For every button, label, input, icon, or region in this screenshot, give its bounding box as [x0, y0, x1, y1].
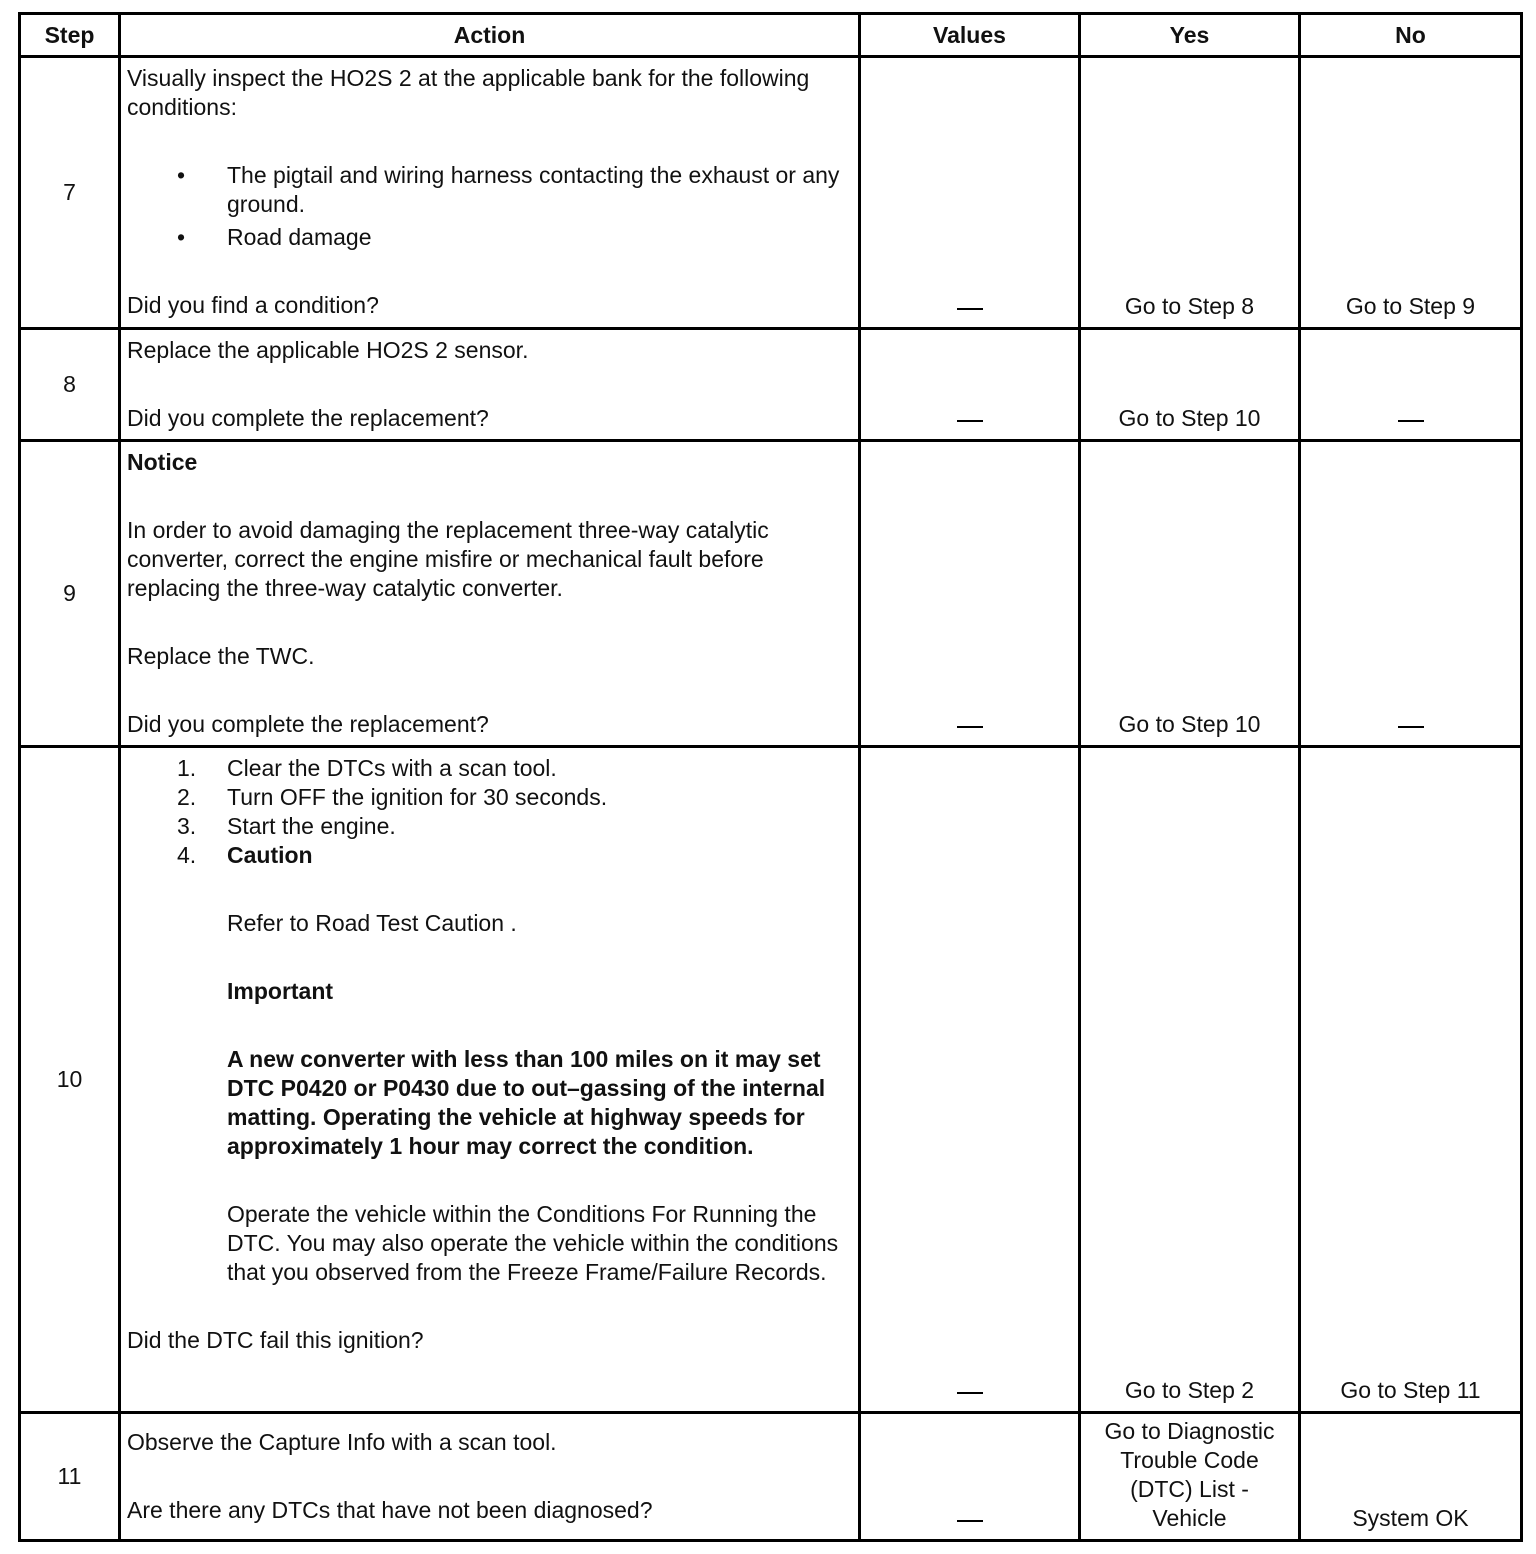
yes-cell[interactable]: Go to Diagnostic Trouble Code (DTC) List - Vehicle: [1080, 1413, 1300, 1541]
no-cell: [1300, 329, 1522, 441]
important-title: Important: [227, 978, 334, 1004]
table-row-step-7: [20, 57, 1522, 329]
action-cell: [120, 747, 860, 1413]
values-dash: [957, 726, 983, 728]
list-number: 4.: [177, 842, 197, 868]
table-row-step-11: [20, 1413, 1522, 1541]
important-text: A new converter with less than 100 miles on it may set DTC P0420 or P0430 due to out–gassing of the internal matting. Operating the vehicle at highway speeds for approximately 1 hour may correct the condition.: [227, 1046, 826, 1159]
values-dash: [957, 420, 983, 422]
no-cell: Go to Step 9: [1300, 57, 1522, 329]
list-item: [127, 754, 850, 783]
notice-text: In order to avoid damaging the replacement three-way catalytic converter, correct the engine misfire or mechanical fault before replacing the three-way catalytic converter.: [127, 517, 769, 601]
header-yes: Yes: [1080, 14, 1300, 57]
condition-list: [127, 161, 850, 252]
no-cell: Go to Step 11: [1300, 747, 1522, 1413]
table-row-step-10: [20, 747, 1522, 1413]
step-number: 8: [20, 329, 120, 441]
table-row-step-9: [20, 441, 1522, 747]
step-number: 10: [20, 747, 120, 1413]
action-question: Did you complete the replacement?: [127, 405, 489, 431]
action-cell: [120, 441, 860, 747]
step-number: 11: [20, 1413, 120, 1541]
values-cell: [860, 57, 1080, 329]
header-step: Step: [20, 14, 120, 57]
list-text: Clear the DTCs with a scan tool.: [227, 755, 557, 781]
values-dash: [957, 1392, 983, 1394]
action-instruction: Replace the TWC.: [127, 643, 315, 669]
no-dash: [1398, 420, 1424, 422]
no-dash: [1398, 726, 1424, 728]
list-item: [127, 783, 850, 812]
list-number: 1.: [177, 755, 197, 781]
list-item: • The pigtail and wiring harness contacting the exhaust or any ground.: [127, 161, 850, 219]
caution-title: Caution: [227, 842, 313, 868]
procedure-list: [127, 754, 850, 1287]
yes-cell: Go to Step 10: [1080, 329, 1300, 441]
list-item: [127, 841, 850, 1287]
diagnostic-table: [18, 12, 1523, 1542]
no-cell: [1300, 441, 1522, 747]
action-cell: [120, 329, 860, 441]
action-cell: [120, 1413, 860, 1541]
header-action: Action: [120, 14, 860, 57]
values-cell: [860, 441, 1080, 747]
action-intro: Visually inspect the HO2S 2 at the applicable bank for the following conditions:: [127, 65, 810, 120]
notice-title: Notice: [127, 449, 198, 475]
list-number: 3.: [177, 813, 197, 839]
list-text: Turn OFF the ignition for 30 seconds.: [227, 784, 608, 810]
yes-cell: Go to Step 10: [1080, 441, 1300, 747]
list-text: Start the engine.: [227, 813, 396, 839]
values-cell: [860, 1413, 1080, 1541]
header-row: [20, 14, 1522, 57]
values-cell: [860, 329, 1080, 441]
action-cell: [120, 57, 860, 329]
step-number: 7: [20, 57, 120, 329]
list-item: • Road damage: [127, 223, 850, 252]
values-dash: [957, 1520, 983, 1522]
list-item: [127, 812, 850, 841]
values-cell: [860, 747, 1080, 1413]
action-intro: Observe the Capture Info with a scan tool.: [127, 1429, 557, 1455]
values-dash: [957, 308, 983, 310]
yes-cell: Go to Step 2: [1080, 747, 1300, 1413]
action-question: Did you complete the replacement?: [127, 711, 489, 737]
header-values: Values: [860, 14, 1080, 57]
action-question: Are there any DTCs that have not been diagnosed?: [127, 1497, 653, 1523]
step-number: 9: [20, 441, 120, 747]
operate-text: Operate the vehicle within the Conditions For Running the DTC. You may also operate the vehicle within the conditions that you observed from the Freeze Frame/Failure Records.: [227, 1201, 839, 1285]
header-no: No: [1300, 14, 1522, 57]
action-intro: Replace the applicable HO2S 2 sensor.: [127, 337, 529, 363]
list-number: 2.: [177, 784, 197, 810]
no-cell: System OK: [1300, 1413, 1522, 1541]
action-question: Did the DTC fail this ignition?: [127, 1327, 424, 1353]
yes-cell: Go to Step 8: [1080, 57, 1300, 329]
caution-text: Refer to Road Test Caution .: [227, 910, 517, 936]
action-question: Did you find a condition?: [127, 292, 379, 318]
table-row-step-8: [20, 329, 1522, 441]
